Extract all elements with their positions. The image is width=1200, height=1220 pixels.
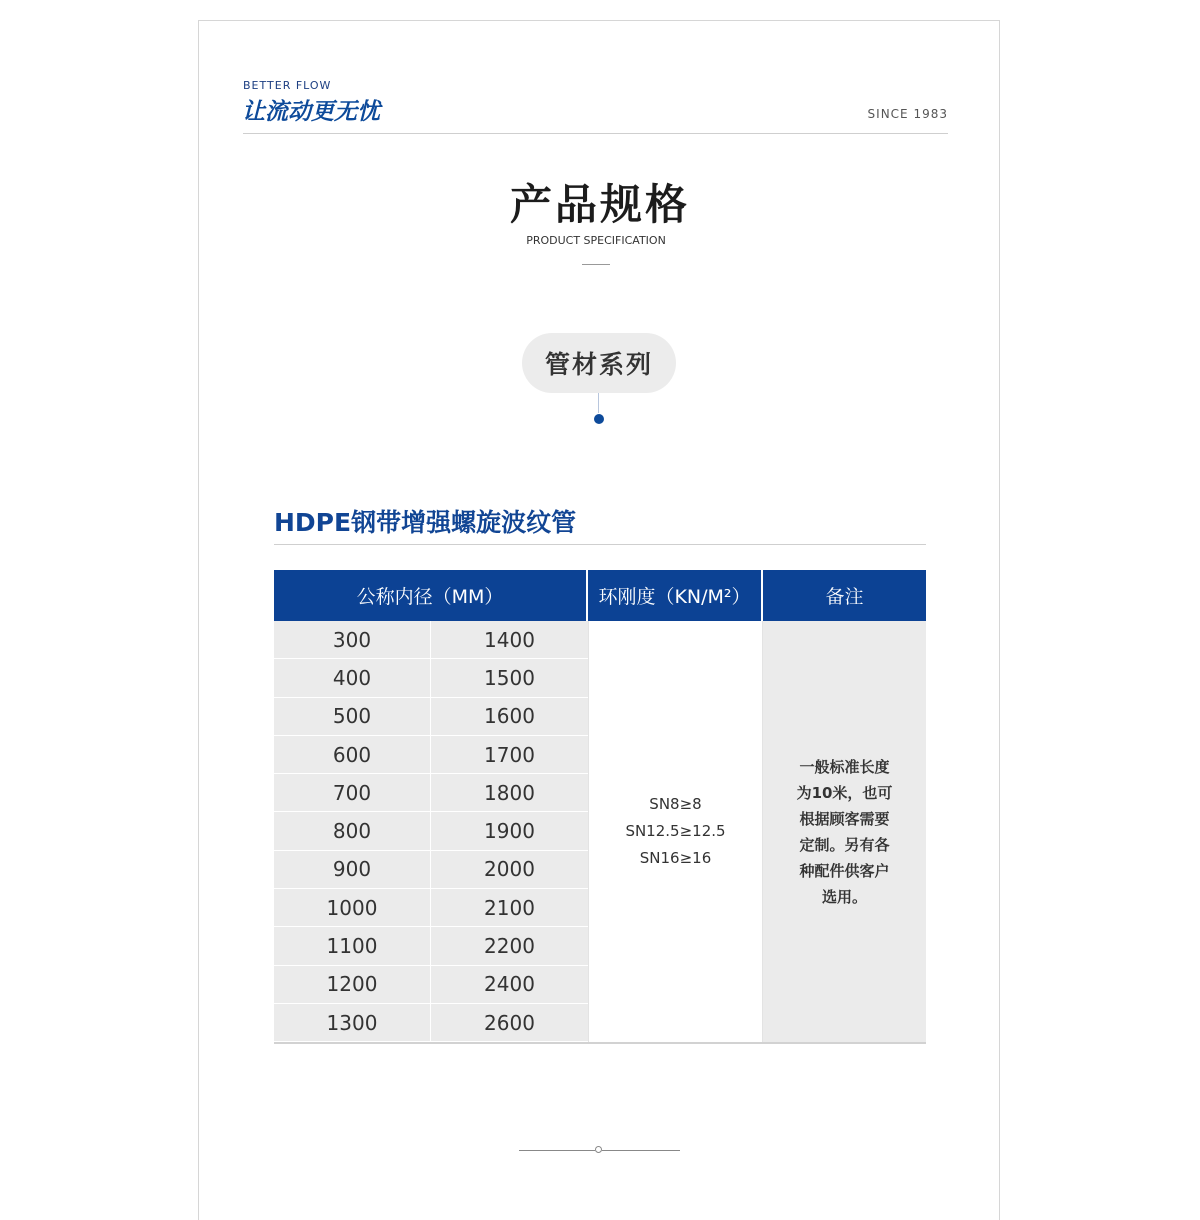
brand-tagline-en: BETTER FLOW xyxy=(243,79,332,92)
diameter-cell: 2200 xyxy=(431,927,588,964)
table-row xyxy=(274,966,588,1004)
page-subtitle: PRODUCT SPECIFICATION xyxy=(526,234,666,247)
diameter-cell: 1200 xyxy=(274,966,431,1003)
diameter-cell: 800 xyxy=(274,812,431,849)
table-bottom-border xyxy=(274,1042,926,1044)
footer-ornament-circle xyxy=(595,1146,602,1153)
table-row xyxy=(274,774,588,812)
diameter-cell: 400 xyxy=(274,659,431,696)
header-diameter: 公称内径（MM） xyxy=(274,570,588,621)
note-text: 一般标准长度为10米，也可根据顾客需要定制。另有各种配件供客户选用。 xyxy=(796,757,893,906)
page-title: 产品规格 xyxy=(509,180,690,229)
diameter-cell: 1100 xyxy=(274,927,431,964)
product-title: HDPE钢带增强螺旋波纹管 xyxy=(274,508,577,537)
diameter-cell: 1300 xyxy=(274,1004,431,1041)
header-note: 备注 xyxy=(763,570,926,621)
table-row xyxy=(274,812,588,850)
product-divider xyxy=(274,544,926,545)
diameter-cell: 900 xyxy=(274,851,431,888)
table-row xyxy=(274,927,588,965)
diameter-cell: 2000 xyxy=(431,851,588,888)
diameter-cell: 300 xyxy=(274,621,431,658)
stiffness-value: SN12.5≥12.5 xyxy=(625,822,726,841)
title-underline xyxy=(582,264,610,265)
diameter-cell: 2100 xyxy=(431,889,588,926)
brand-tagline-cn: 让流动更无忧 xyxy=(242,99,380,125)
stiffness-cell xyxy=(588,621,763,1042)
diameter-cell: 500 xyxy=(274,698,431,735)
spec-table-body xyxy=(274,621,926,1042)
table-row xyxy=(274,736,588,774)
note-cell xyxy=(763,621,926,1042)
spec-table xyxy=(274,570,926,1044)
diameter-cell: 600 xyxy=(274,736,431,773)
header-divider xyxy=(243,133,948,134)
diameter-cell: 1800 xyxy=(431,774,588,811)
series-badge: 管材系列 xyxy=(522,333,676,393)
table-row xyxy=(274,889,588,927)
diameter-cell: 1500 xyxy=(431,659,588,696)
table-row xyxy=(274,659,588,697)
since-label: SINCE 1983 xyxy=(867,107,948,121)
diameter-cell: 1700 xyxy=(431,736,588,773)
table-row xyxy=(274,621,588,659)
diameter-cell: 1600 xyxy=(431,698,588,735)
diameter-cell: 2600 xyxy=(431,1004,588,1041)
table-row xyxy=(274,1004,588,1042)
diameter-cell: 1900 xyxy=(431,812,588,849)
series-connector-dot xyxy=(594,414,604,424)
footer-line-left xyxy=(519,1150,595,1151)
header-stiffness: 环刚度（KN/M²） xyxy=(588,570,763,621)
diameter-cell: 1400 xyxy=(431,621,588,658)
diameter-cell: 2400 xyxy=(431,966,588,1003)
footer-line-right xyxy=(602,1150,680,1151)
diameter-cell: 700 xyxy=(274,774,431,811)
stiffness-value: SN8≥8 xyxy=(649,795,702,814)
table-row xyxy=(274,698,588,736)
series-connector-line xyxy=(598,393,599,413)
table-row xyxy=(274,851,588,889)
diameter-column xyxy=(274,621,588,1042)
diameter-cell: 1000 xyxy=(274,889,431,926)
stiffness-value: SN16≥16 xyxy=(639,849,712,868)
spec-table-header xyxy=(274,570,926,621)
